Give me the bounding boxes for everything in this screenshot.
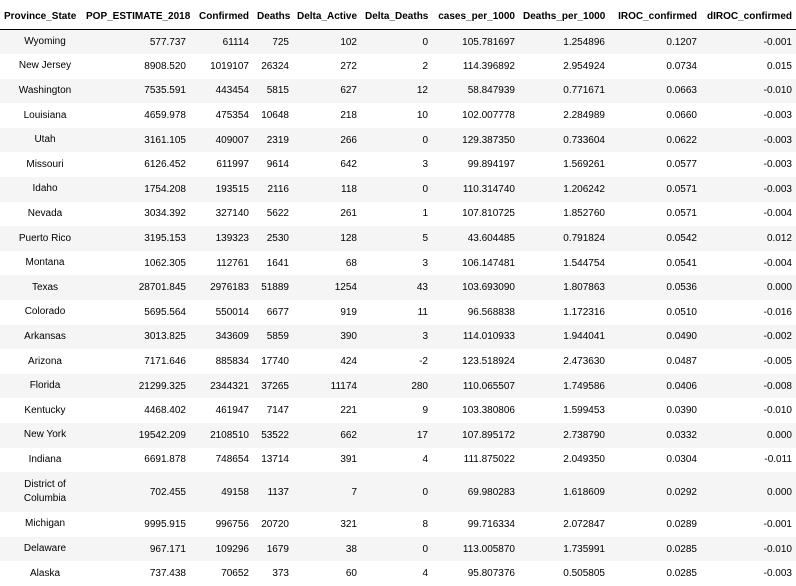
row-label [0, 177, 82, 202]
table-cell: 627 [340, 85, 357, 97]
table-cell: 0.1207 [666, 36, 697, 48]
table-cell: -0.011 [764, 454, 792, 466]
table-row [0, 423, 796, 448]
table-cell: 26324 [261, 60, 289, 72]
table-cell: 103.380806 [462, 405, 515, 417]
table-cell: -0.003 [763, 134, 792, 146]
row-label [0, 561, 82, 586]
row-label-text: Utah [34, 134, 56, 146]
table-row [0, 537, 796, 562]
table-cell: 3013.825 [144, 331, 186, 343]
table-cell: 2.738790 [563, 429, 605, 441]
table-cell: 17740 [261, 356, 289, 368]
table-cell: 0.0390 [666, 405, 697, 417]
table-body [0, 30, 796, 586]
column-header: Confirmed [190, 4, 253, 30]
table-cell: 6126.452 [144, 159, 186, 171]
row-label [0, 349, 82, 374]
table-cell: 611997 [216, 159, 249, 171]
table-cell: 662 [340, 429, 357, 441]
table-cell: 327140 [215, 208, 249, 220]
table-cell: 2319 [266, 134, 289, 146]
table-cell: 102.007778 [462, 110, 515, 122]
table-cell: 4 [422, 568, 428, 580]
table-cell: 0.0510 [666, 306, 697, 318]
table-cell: 43.604485 [467, 233, 515, 245]
table-cell: 3 [422, 257, 428, 269]
table-cell: 373 [272, 568, 289, 580]
table-cell: 0.0660 [666, 110, 697, 122]
table-cell: 107.810725 [462, 208, 515, 220]
table-cell: 96.568838 [467, 306, 515, 318]
table-cell: 0.0304 [666, 454, 697, 466]
table-row [0, 448, 796, 473]
table-cell: 2.049350 [563, 454, 605, 466]
column-header: Province_State [0, 4, 82, 30]
table-cell: 128 [340, 233, 357, 245]
table-cell: 1.172316 [563, 306, 605, 318]
row-label-text: Alaska [29, 567, 60, 579]
table-cell: 461947 [215, 405, 249, 417]
row-label-text: Kentucky [24, 404, 66, 416]
row-label-text: Texas [31, 281, 59, 293]
table-cell: 37265 [261, 380, 289, 392]
row-label-text: Indiana [28, 453, 62, 465]
table-cell: 1754.208 [144, 183, 186, 195]
header-row [0, 4, 796, 30]
table-cell: 1.544754 [563, 257, 605, 269]
table-cell: 12 [416, 85, 428, 97]
row-label [0, 300, 82, 325]
table-cell: -0.001 [763, 36, 792, 48]
table-cell: 68 [345, 257, 357, 269]
table-cell: 2.473630 [563, 356, 605, 368]
table-cell: 3161.105 [144, 134, 186, 146]
row-label-text: Wyoming [24, 36, 66, 48]
table-cell: 2.954924 [563, 60, 605, 72]
row-label [0, 398, 82, 423]
table-cell: 919 [340, 306, 357, 318]
table-cell: 2530 [266, 233, 289, 245]
table-cell: 112761 [216, 257, 249, 269]
table-cell: 4659.978 [144, 110, 186, 122]
row-label-text: Arkansas [24, 330, 66, 342]
row-label [0, 537, 82, 562]
table-cell: 110.065507 [462, 380, 515, 392]
table-cell: 6691.878 [144, 454, 186, 466]
table-cell: 193515 [215, 183, 249, 195]
table-cell: 0.015 [766, 60, 792, 72]
table-cell: 21299.325 [138, 380, 186, 392]
table-cell: 17 [416, 429, 428, 441]
table-cell: -0.002 [763, 331, 792, 343]
table-cell: 1.599453 [563, 405, 605, 417]
row-label [0, 202, 82, 227]
table-cell: 19542.209 [138, 429, 186, 441]
column-header: cases_per_1000 [432, 4, 519, 30]
table-row [0, 300, 796, 325]
table-cell: 43 [416, 282, 428, 294]
table-row [0, 325, 796, 350]
table-cell: 5859 [266, 331, 289, 343]
row-label-text: New York [23, 429, 67, 441]
table-cell: 0.0571 [666, 183, 697, 195]
column-header: Delta_Active [293, 4, 361, 30]
table-cell: 1.852760 [563, 208, 605, 220]
table-cell: 0.0285 [666, 568, 697, 580]
table-cell: -0.010 [763, 85, 792, 97]
table-cell: 9995.915 [144, 518, 186, 530]
table-cell: 0.000 [766, 486, 792, 498]
table-cell: 0 [422, 486, 428, 498]
table-cell: 5 [422, 233, 428, 245]
table-cell: 550014 [215, 306, 249, 318]
table-cell: 49158 [221, 486, 249, 498]
table-cell: 102 [340, 36, 357, 48]
table-cell: 8 [422, 518, 428, 530]
table-cell: 642 [340, 159, 357, 171]
column-header: IROC_confirmed [609, 4, 701, 30]
table-cell: -2 [419, 356, 428, 368]
table-cell: -0.003 [763, 159, 792, 171]
row-label [0, 103, 82, 128]
row-label-text: Arizona [28, 355, 62, 367]
table-cell: -0.003 [763, 183, 792, 195]
table-cell: -0.016 [763, 306, 792, 318]
table-cell: 123.518924 [462, 356, 515, 368]
table-cell: 266 [340, 134, 357, 146]
table-row [0, 54, 796, 79]
row-label-text: Washington [18, 84, 72, 96]
table-cell: 3 [422, 159, 428, 171]
data-table [0, 4, 796, 586]
table-cell: 4 [422, 454, 428, 466]
row-label-text: Nevada [27, 207, 63, 219]
row-label [0, 128, 82, 153]
table-row [0, 275, 796, 300]
table-cell: 20720 [261, 518, 289, 530]
table-cell: 221 [340, 405, 357, 417]
table-cell: 0.0622 [666, 134, 697, 146]
table-cell: -0.010 [763, 405, 792, 417]
row-label [0, 79, 82, 104]
table-cell: 9614 [266, 159, 289, 171]
table-cell: 0.000 [766, 282, 792, 294]
table-cell: 7147 [266, 405, 289, 417]
table-row [0, 512, 796, 537]
row-label-text: Puerto Rico [18, 232, 72, 244]
row-label [0, 512, 82, 537]
table-cell: 113.005870 [462, 543, 515, 555]
table-cell: 38 [345, 543, 357, 555]
table-cell: 60 [345, 568, 357, 580]
table-cell: 0.0490 [666, 331, 697, 343]
table-cell: 5622 [266, 208, 289, 220]
table-cell: 1062.305 [144, 257, 186, 269]
table-cell: 28701.845 [138, 282, 186, 294]
row-label [0, 275, 82, 300]
table-cell: 1679 [266, 543, 289, 555]
table-row [0, 374, 796, 399]
table-row [0, 152, 796, 177]
row-label-text: Colorado [24, 306, 66, 318]
table-row [0, 128, 796, 153]
table-cell: 0 [422, 134, 428, 146]
table-cell: 3034.392 [144, 208, 186, 220]
table-cell: 967.171 [149, 543, 186, 555]
table-header [0, 4, 796, 30]
table-cell: 737.438 [149, 568, 186, 580]
table-cell: 475354 [215, 110, 249, 122]
table-cell: -0.008 [763, 380, 792, 392]
table-cell: 577.737 [149, 36, 186, 48]
table-cell: 1641 [266, 257, 289, 269]
table-cell: 5815 [266, 85, 289, 97]
table-cell: 109296 [215, 543, 249, 555]
table-cell: 3 [422, 331, 428, 343]
table-cell: 1.618609 [563, 486, 605, 498]
table-cell: 0.0487 [666, 356, 697, 368]
table-cell: 2108510 [210, 429, 249, 441]
column-header: Delta_Deaths [361, 4, 432, 30]
table-cell: 111.875022 [463, 454, 515, 466]
table-cell: -0.005 [763, 356, 792, 368]
table-cell: 343609 [215, 331, 249, 343]
table-cell: 280 [411, 380, 428, 392]
table-cell: 996756 [215, 518, 249, 530]
table-cell: -0.001 [763, 518, 792, 530]
table-cell: 2.284989 [563, 110, 605, 122]
row-label-text: District of Columbia [23, 479, 67, 505]
row-label [0, 472, 82, 512]
row-label-text: Idaho [32, 183, 58, 195]
table-cell: 409007 [215, 134, 249, 146]
table-row [0, 251, 796, 276]
table-cell: 0 [422, 183, 428, 195]
table-cell: 10 [416, 110, 428, 122]
table-cell: 107.895172 [462, 429, 515, 441]
table-cell: 748654 [215, 454, 249, 466]
table-cell: 0.000 [766, 429, 792, 441]
table-cell: 99.894197 [467, 159, 515, 171]
table-cell: 1.944041 [563, 331, 605, 343]
table-cell: 702.455 [149, 486, 186, 498]
table-cell: 118 [341, 183, 357, 195]
table-cell: 95.807376 [467, 568, 515, 580]
table-cell: 0.0577 [666, 159, 697, 171]
table-row [0, 30, 796, 55]
table-cell: 7171.646 [144, 356, 186, 368]
row-label [0, 226, 82, 251]
table-cell: 139323 [215, 233, 249, 245]
table-cell: 1 [422, 208, 428, 220]
table-cell: -0.003 [763, 110, 792, 122]
row-label-text: Florida [29, 380, 61, 392]
table-row [0, 177, 796, 202]
row-label-text: Michigan [24, 518, 66, 530]
table-row [0, 472, 796, 512]
table-cell: 424 [340, 356, 357, 368]
column-header: dIROC_confirmed [701, 4, 796, 30]
table-cell: 105.781697 [462, 36, 515, 48]
row-label [0, 325, 82, 350]
table-cell: 110.314740 [462, 183, 515, 195]
table-cell: 0.505805 [563, 568, 605, 580]
table-cell: 1.749586 [563, 380, 605, 392]
table-cell: 70652 [221, 568, 249, 580]
table-cell: 9 [422, 405, 428, 417]
table-cell: 8908.520 [144, 60, 186, 72]
table-cell: -0.004 [763, 208, 792, 220]
table-cell: 0.0734 [666, 60, 697, 72]
table-cell: 218 [340, 110, 357, 122]
table-cell: 885834 [215, 356, 249, 368]
table-row [0, 79, 796, 104]
table-cell: 0.0332 [666, 429, 697, 441]
row-label [0, 423, 82, 448]
table-cell: 1137 [267, 486, 289, 498]
table-row [0, 103, 796, 128]
table-cell: 390 [340, 331, 357, 343]
table-cell: 11 [417, 306, 428, 318]
table-cell: 725 [272, 36, 289, 48]
table-cell: 7535.591 [144, 85, 186, 97]
table-cell: 0.0571 [666, 208, 697, 220]
table-row [0, 226, 796, 251]
row-label-text: Montana [25, 257, 65, 269]
table-row [0, 202, 796, 227]
table-cell: 114.010933 [462, 331, 515, 343]
table-cell: 1.735991 [563, 543, 605, 555]
table-cell: 1.254896 [563, 36, 605, 48]
column-header: Deaths [253, 4, 293, 30]
table-cell: 261 [340, 208, 357, 220]
table-cell: 1.206242 [563, 183, 605, 195]
row-label [0, 251, 82, 276]
table-cell: 5695.564 [144, 306, 186, 318]
table-cell: 2.072847 [563, 518, 605, 530]
table-cell: 2116 [267, 183, 289, 195]
table-cell: 0.0542 [666, 233, 697, 245]
table-cell: 0 [422, 36, 428, 48]
table-row [0, 349, 796, 374]
table-cell: 0.0406 [666, 380, 697, 392]
table-cell: 0.0536 [666, 282, 697, 294]
table-cell: 0.012 [766, 233, 792, 245]
table-cell: 1.807863 [563, 282, 605, 294]
table-cell: 0.791824 [563, 233, 605, 245]
row-label-text: Missouri [26, 158, 64, 170]
column-header: POP_ESTIMATE_2018 [82, 4, 190, 30]
table-row [0, 398, 796, 423]
table-cell: 129.387350 [462, 134, 515, 146]
table-cell: 6677 [266, 306, 289, 318]
table-cell: -0.004 [763, 257, 792, 269]
table-cell: 58.847939 [467, 85, 515, 97]
column-header: Deaths_per_1000 [519, 4, 609, 30]
table-cell: 69.980283 [467, 486, 515, 498]
table-cell: 391 [340, 454, 357, 466]
table-cell: 0.0663 [666, 85, 697, 97]
table-cell: 0.733604 [563, 134, 605, 146]
table-cell: 53522 [261, 429, 289, 441]
row-label [0, 54, 82, 79]
table-cell: 2976183 [210, 282, 249, 294]
table-cell: 2344321 [210, 380, 249, 392]
row-label [0, 30, 82, 55]
row-label [0, 152, 82, 177]
table-cell: 0.0292 [666, 486, 697, 498]
table-cell: 11174 [330, 380, 357, 392]
table-cell: 1.569261 [563, 159, 605, 171]
table-cell: 2 [422, 60, 428, 72]
table-cell: 0.0285 [666, 543, 697, 555]
table-row [0, 561, 796, 586]
table-cell: 0.0289 [666, 518, 697, 530]
table-cell: 321 [340, 518, 357, 530]
table-cell: 51889 [261, 282, 289, 294]
table-cell: 0.0541 [666, 257, 697, 269]
table-cell: 0 [422, 543, 428, 555]
table-cell: 443454 [215, 85, 249, 97]
row-label-text: Louisiana [23, 109, 67, 121]
table-cell: 10648 [261, 110, 289, 122]
table-cell: 1254 [334, 282, 357, 294]
table-cell: 0.771671 [563, 85, 605, 97]
row-label [0, 448, 82, 473]
table-cell: -0.003 [763, 568, 792, 580]
row-label [0, 374, 82, 399]
table-cell: 7 [351, 486, 357, 498]
table-cell: 13714 [261, 454, 289, 466]
table-cell: 99.716334 [467, 518, 515, 530]
table-cell: 106.147481 [462, 257, 515, 269]
row-label-text: Delaware [23, 543, 67, 555]
table-cell: 103.693090 [462, 282, 515, 294]
row-label-text: New Jersey [18, 60, 72, 72]
table-cell: 4468.402 [144, 405, 186, 417]
table-cell: 3195.153 [144, 233, 186, 245]
table-cell: 114.396892 [462, 60, 515, 72]
table-cell: 61114 [222, 36, 249, 48]
table-cell: 1019107 [210, 60, 249, 72]
table-cell: 272 [340, 60, 357, 72]
table-cell: -0.010 [763, 543, 792, 555]
